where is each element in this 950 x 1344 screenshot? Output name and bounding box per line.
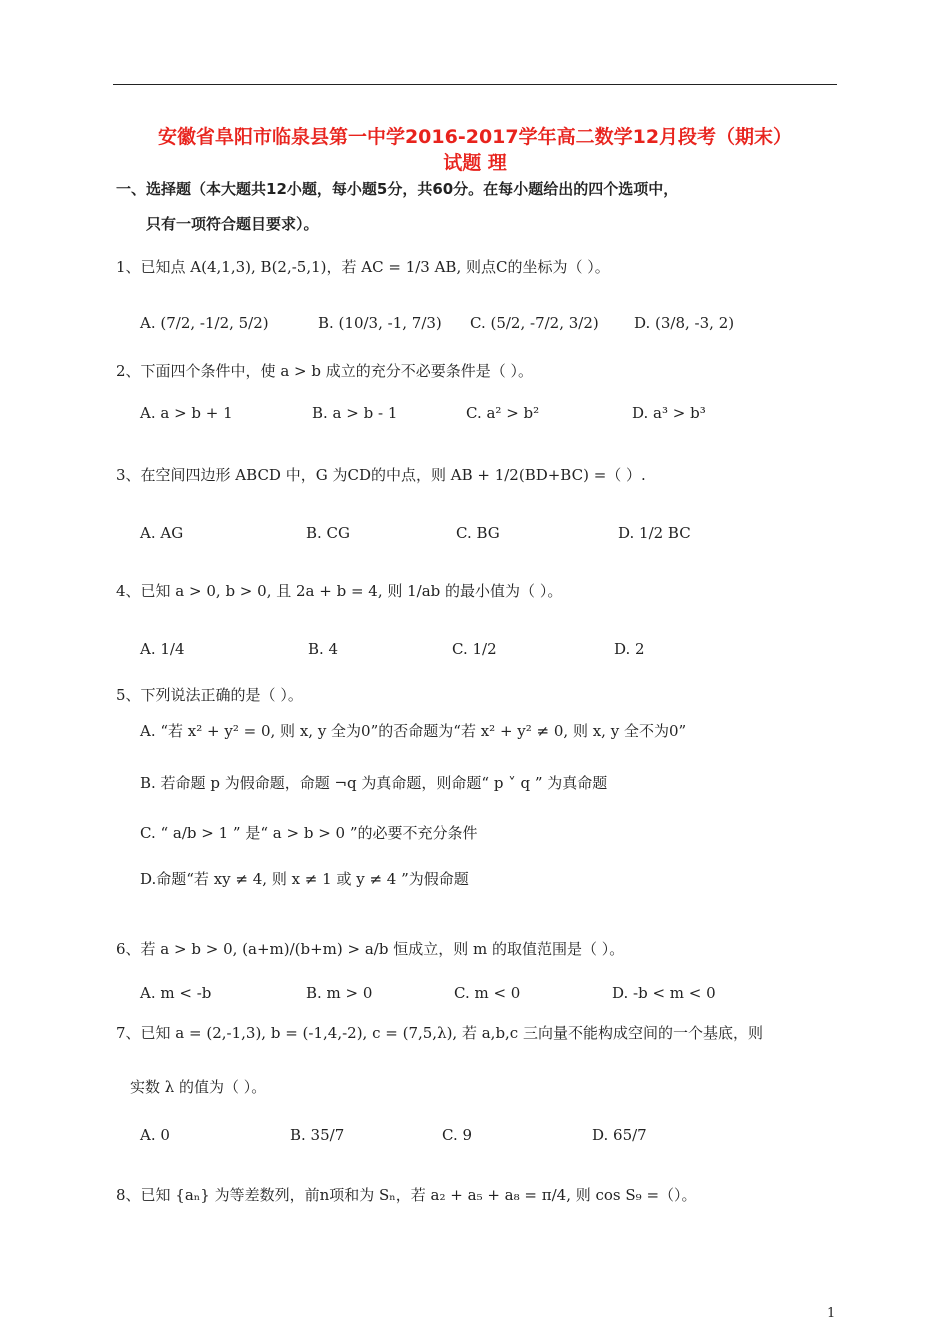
question-8-stem: 8、已知 {aₙ} 为等差数列，前n项和为 Sₙ，若 a₂ + a₅ + a₈ = π/4, 则 cos S₉ =（）。 [116,1186,697,1204]
question-2-option-b: B. a > b - 1 [312,404,398,422]
question-4-option-c: C. 1/2 [452,640,497,658]
question-7-option-d: D. 65/7 [592,1126,647,1144]
question-5-option-d: D.命题“若 xy ≠ 4, 则 x ≠ 1 或 y ≠ 4 ”为假命题 [140,870,469,888]
question-6-option-d: D. -b < m < 0 [612,984,716,1002]
question-5-stem: 5、下列说法正确的是（ ）。 [116,686,303,704]
question-1-option-c: C. (5/2, -7/2, 3/2) [470,314,599,332]
page-number: 1 [827,1306,836,1321]
section-heading-line1: 一、选择题（本大题共12小题，每小题5分，共60分。在每小题给出的四个选项中， [116,180,679,198]
question-2-option-d: D. a³ > b³ [632,404,706,422]
page-title-line2: 试题 理 [443,152,507,174]
question-7-option-c: C. 9 [442,1126,473,1144]
question-7-option-a: A. 0 [140,1126,170,1144]
header-rule [113,84,837,85]
question-6-option-a: A. m < -b [140,984,212,1002]
question-6-stem: 6、若 a > b > 0, (a+m)/(b+m) > a/b 恒成立，则 m 的取值范围是（ ）。 [116,940,625,958]
question-5-option-b: B. 若命题 p 为假命题，命题 ¬q 为真命题，则命题“ p ˅ q ” 为真命题 [140,774,608,792]
question-4-option-b: B. 4 [308,640,339,658]
question-3-option-c: C. BG [456,524,500,542]
question-3-option-b: B. CG [306,524,351,542]
question-6-option-b: B. m > 0 [306,984,373,1002]
question-7-option-b: B. 35/7 [290,1126,345,1144]
question-6-option-c: C. m < 0 [454,984,521,1002]
page-title-line1: 安徽省阜阳市临泉县第一中学2016-2017学年高二数学12月段考（期末） [157,126,793,148]
question-1-option-d: D. (3/8, -3, 2) [634,314,735,332]
question-2-stem: 2、下面四个条件中，使 a > b 成立的充分不必要条件是（ ）。 [116,362,533,380]
question-2-option-c: C. a² > b² [466,404,540,422]
question-3-stem: 3、在空间四边形 ABCD 中，G 为CD的中点，则 AB + 1/2(BD+BC) =（ ）. [116,466,646,484]
question-4-stem: 4、已知 a > 0, b > 0, 且 2a + b = 4, 则 1/ab 的最小值为（ ）。 [116,582,563,600]
section-heading-line2: 只有一项符合题目要求）。 [146,215,319,233]
question-1-option-b: B. (10/3, -1, 7/3) [318,314,442,332]
question-3-option-d: D. 1/2 BC [618,524,691,542]
question-1-stem: 1、已知点 A(4,1,3), B(2,-5,1)，若 AC = 1/3 AB, 则点C的坐标为（ ）。 [116,258,610,276]
question-5-option-c: C. “ a/b > 1 ” 是“ a > b > 0 ”的必要不充分条件 [140,824,478,842]
question-7-stem: 7、已知 a = (2,-1,3), b = (-1,4,-2), c = (7,5,λ), 若 a,b,c 三向量不能构成空间的一个基底，则 [116,1024,763,1042]
question-5-option-a: A. “若 x² + y² = 0, 则 x, y 全为0”的否命题为“若 x² + y² ≠ 0, 则 x, y 全不为0” [140,722,687,740]
question-4-option-a: A. 1/4 [140,640,185,658]
question-2-option-a: A. a > b + 1 [140,404,233,422]
question-3-option-a: A. AG [140,524,184,542]
question-1-option-a: A. (7/2, -1/2, 5/2) [140,314,269,332]
question-4-option-d: D. 2 [614,640,645,658]
question-7-stem-line2: 实数 λ 的值为（ ）。 [130,1078,267,1096]
